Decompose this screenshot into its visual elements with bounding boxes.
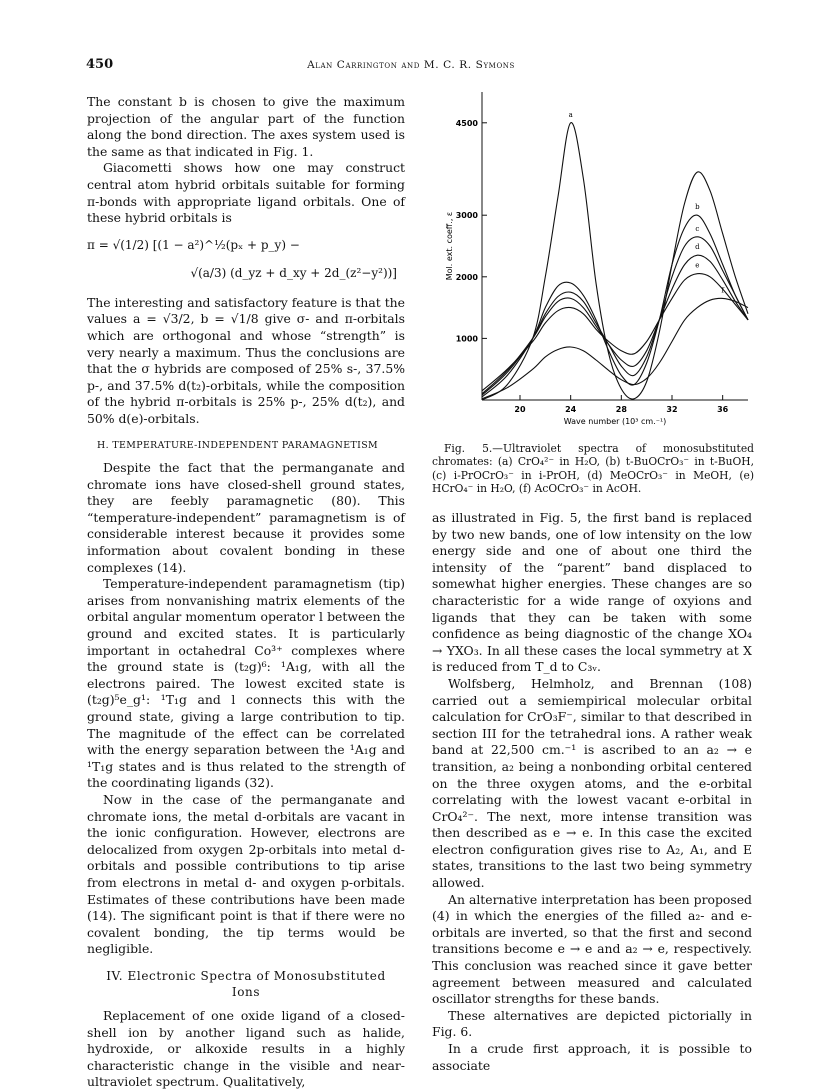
- page-header: [86, 57, 736, 75]
- x-tick-label: 36: [717, 405, 729, 414]
- page-number: 450: [86, 57, 114, 72]
- series-line-e: [482, 274, 748, 391]
- x-tick-label: 28: [615, 405, 627, 414]
- right-column: [432, 510, 752, 1074]
- series-label-e: e: [695, 261, 700, 270]
- paragraph: Temperature-independent paramagnetism (tip) arises from nonvanishing matrix elements of the orbital angular momentum operator l between the ground and excited states. It is particularly important in octahedral Co³⁺ complexes where the ground state is (t₂g)⁶: ¹A₁g, with all the electrons paired. The lowest excited state is (t₂g)⁵e_g¹: ¹T₁g and l connects this with the ground state, giving a large contribution to tip. The magnitude of the effect can be correlated with the energy separation between the ¹A₁g and ¹T₁g states and is thus related to the strength of the coordinating ligands (32).: [87, 576, 405, 791]
- equation-line: π = √(1/2) [(1 − a²)^½(pₓ + p_y) −: [87, 237, 300, 252]
- paragraph: Giacometti shows how one may construct central atom hybrid orbitals suitable for forming π-bonds with appropriate ligand orbitals. One of these hybrid orbitals is: [87, 160, 405, 226]
- figure-caption: [432, 431, 754, 506]
- running-head: Alan Carrington and M. C. R. Symons: [307, 59, 515, 71]
- x-tick-label: 32: [666, 405, 678, 414]
- paragraph: Wolfsberg, Helmholz, and Brennan (108) carried out a semiempirical molecular orbital calculation for CrO₃F⁻, similar to that described in section III for the tetrahedral ions. A rather weak band at 22,500 cm.⁻¹ is ascribed to an a₂ → e transition, a₂ being a nonbonding orbital centered on the three oxygen atoms, and the e-orbital correlating with the lowest vacant e-orbital in CrO₄²⁻. The next, more intense transition was then described as e → e. In this case the excited electron configuration gives rise to A₂, A₁, and E states, transitions to the last two being symmetry allowed.: [432, 675, 752, 891]
- equation-line: √(a/3) (d_yz + d_xy + 2d_(z²−y²))]: [190, 265, 397, 280]
- section-heading-line: IV. Electronic Spectra of Monosubstituted: [106, 968, 386, 983]
- series-label-b: b: [695, 203, 700, 212]
- left-column: [87, 94, 405, 1091]
- chart-svg: [425, 78, 755, 440]
- x-tick-label: 24: [565, 405, 577, 414]
- y-tick-label: 1000: [455, 334, 478, 344]
- paragraph: Replacement of one oxide ligand of a closed-shell ion by another ligand such as halide, hydroxide, or alkoxide results in a highly characteristic change in the visible and near-ultraviolet spectrum. Qualitatively,: [87, 1007, 405, 1090]
- series-label-d: d: [695, 243, 700, 252]
- y-axis-label: Mol. ext. coeff., ε: [445, 211, 454, 281]
- caption-text: Fig. 5.—Ultraviolet spectra of monosubstituted chromates: (a) CrO₄²⁻ in H₂O, (b) t-BuOCrO₃⁻ in t-BuOH, (c) i-PrOCrO₃⁻ in i-PrOH, (d) MeOCrO₃⁻ in MeOH, (e) HCrO₄⁻ in H₂O, (f) AcOCrO₃⁻ in AcOH.: [432, 441, 754, 496]
- series-line-a: [482, 123, 748, 400]
- x-tick-label: 20: [514, 405, 526, 414]
- paragraph: as illustrated in Fig. 5, the first band is replaced by two new bands, one of low intensity on the low energy side and one of about one third the intensity of the “parent” band displaced to somewhat higher energies. These changes are so characteristic for a wide range of oxyions and ligands that they can be taken with some confidence as being diagnostic of the change XO₄ → YXO₃. In all these cases the local symmetry at X is reduced from T_d to C₃ᵥ.: [432, 510, 752, 675]
- section-heading-line: Ions: [231, 984, 261, 999]
- series-line-b: [482, 215, 748, 397]
- section-heading: H. TEMPERATURE-INDEPENDENT PARAMAGNETISM: [97, 439, 379, 451]
- series-label-a: a: [568, 110, 573, 119]
- x-axis-label: Wave number (10³ cm.⁻¹): [563, 417, 667, 426]
- series-line-f: [482, 298, 748, 398]
- y-tick-label: 3000: [455, 211, 478, 221]
- paragraph: Now in the case of the permanganate and chromate ions, the metal d-orbitals are vacant in the ionic configuration. However, electrons are delocalized from oxygen 2p-orbitals into metal d-orbitals and possible contributions to tip arise from electrons in metal d- and oxygen p-orbitals. Estimates of these contributions have been made (14). The significant point is that if there were no covalent bonding, the tip terms would be negligible.: [87, 791, 405, 957]
- section-heading: [87, 968, 405, 1000]
- series-label-f: f: [721, 286, 724, 295]
- y-tick-label: 4500: [455, 118, 478, 128]
- y-tick-label: 2000: [455, 272, 478, 282]
- series-label-c: c: [695, 224, 700, 233]
- paragraph: Despite the fact that the permanganate and chromate ions have closed-shell ground states, they are feebly paramagnetic (80). This “temperature-independent” paramagnetism is of considerable interest because it provides some information about covalent bonding in these complexes (14).: [87, 460, 405, 575]
- paragraph: These alternatives are depicted pictorially in Fig. 6.: [432, 1007, 752, 1040]
- paragraph: In a crude first approach, it is possible to associate: [432, 1041, 752, 1073]
- spectra-chart: [425, 78, 755, 440]
- paragraph: The constant b is chosen to give the maximum projection of the angular part of the function along the bond direction. The axes system used is the same as that indicated in Fig. 1.: [87, 94, 405, 159]
- paragraph: The interesting and satisfactory feature is that the values a = √3/2, b = √1/8 give σ- and π-orbitals which are orthogonal and whose “strength” is very nearly a maximum. Thus the conclusions are that the σ hybrids are composed of 25% s-, 37.5% p-, and 37.5% d(t₂)-orbitals, while the composition of the hybrid π-orbitals is 25% p-, 25% d(t₂), and 50% d(e)-orbitals.: [87, 294, 405, 426]
- series-line-c: [482, 237, 748, 395]
- paragraph: An alternative interpretation has been proposed (4) in which the energies of the filled a₂- and e-orbitals are inverted, so that the first and second transitions become e → e and a₂ → e, respectively. This conclusion was reached since it gave better agreement between measured and calculated oscillator strengths for these bands.: [432, 891, 752, 1007]
